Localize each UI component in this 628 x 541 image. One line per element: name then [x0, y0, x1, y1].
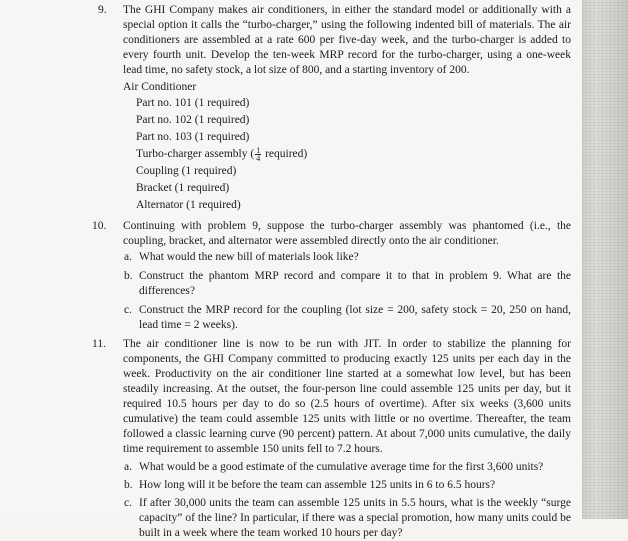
part-letter: a. [124, 461, 132, 473]
part-text: Construct the phantom MRP record and compare it to that in problem 9. What are the differences? [139, 270, 571, 297]
bill-of-materials [0, 80, 582, 215]
problem-10 [0, 219, 582, 249]
problem-number: 9. [98, 4, 107, 16]
part-text: Construct the MRP record for the coupling (lot size = 200, safety stock = 20, 250 on hand, lead time = 2 weeks). [139, 304, 571, 331]
part-letter: c. [124, 304, 132, 316]
part-letter: b. [124, 270, 133, 282]
bom-item-part-101: Part no. 101 (1 required) [136, 97, 250, 109]
problem-10-part-b [0, 269, 582, 299]
bom-item-part-103: Part no. 103 (1 required) [136, 131, 250, 143]
part-text: What would the new bill of materials look like? [139, 251, 359, 263]
part-letter: b. [124, 479, 133, 491]
bom-item-coupling: Coupling (1 required) [136, 165, 237, 177]
bom-item-turbo-charger [136, 147, 582, 164]
part-text: How long will it be before the team can assemble 125 units in 6 to 6.5 hours? [139, 479, 496, 491]
problem-9 [0, 3, 582, 78]
bom-root-item: Air Conditioner [123, 81, 197, 93]
turbo-prefix: Turbo-charger assembly ( [136, 148, 255, 161]
problem-11-part-a [0, 460, 582, 475]
problem-number: 10. [92, 220, 107, 232]
problem-11-part-b [0, 478, 582, 493]
problem-10-part-a [0, 250, 582, 265]
problem-text: The GHI Company makes air conditioners, in either the standard model or additionally with a special option it calls the “turbo-charger,” using the following indented bill of materials. The air conditioners are assembled at a rate 600 per five-day week, and the turbo-charger is added to every fourth unit. Develop the ten-week MRP record for the turbo-charger, using a one-week lead time, no safety stock, a lot size of 800, and a starting inventory of 200. [123, 4, 571, 76]
quarter-fraction [255, 147, 261, 162]
problem-10-part-c [0, 303, 582, 333]
problem-text: The air conditioner line is now to be run with JIT. In order to stabilize the planning for components, the GHI Company committed to producing exactly 125 units per each day in the week. Productivity on the air conditioner line started at a somewhat low level, but has been steadily increasing. At the outset, the four-person line could assemble 125 units per day, but it required 10.5 hours per day to do so (2.5 hours of overtime). After six weeks (3,600 units cumulative) the team could assemble 125 units with little or no overtime. Thereafter, the team followed a classic learning curve (90 percent) pattern. At about 7,000 units cumulative, the daily time requirement to assemble 150 units fell to 7.2 hours. [123, 338, 571, 455]
turbo-suffix: required) [262, 148, 308, 161]
bom-item-alternator: Alternator (1 required) [136, 199, 241, 211]
part-text: What would be a good estimate of the cumulative average time for the first 3,600 units? [139, 461, 544, 473]
problem-number: 11. [92, 338, 106, 350]
part-text: If after 30,000 units the team can assemble 125 units in 5.5 hours, what is the weekly “surge capacity” of the line? In particular, if there was a special promotion, how many units could be built in a week where the team worked 10 hours per day? [139, 497, 571, 539]
bom-item-bracket: Bracket (1 required) [136, 182, 230, 194]
fraction-numerator: 1 [256, 146, 261, 155]
part-letter: c. [124, 497, 132, 509]
problem-list [0, 3, 582, 541]
problem-text: Continuing with problem 9, suppose the turbo-charger assembly was phantomed (i.e., the coupling, bracket, and alternator were assembled directly onto the air conditioner. [123, 220, 571, 247]
bom-item-part-102: Part no. 102 (1 required) [136, 114, 250, 126]
page-edge-shadow [582, 0, 628, 519]
problem-11 [0, 337, 582, 457]
part-letter: a. [124, 251, 132, 263]
fraction-denominator: 4 [256, 154, 261, 163]
